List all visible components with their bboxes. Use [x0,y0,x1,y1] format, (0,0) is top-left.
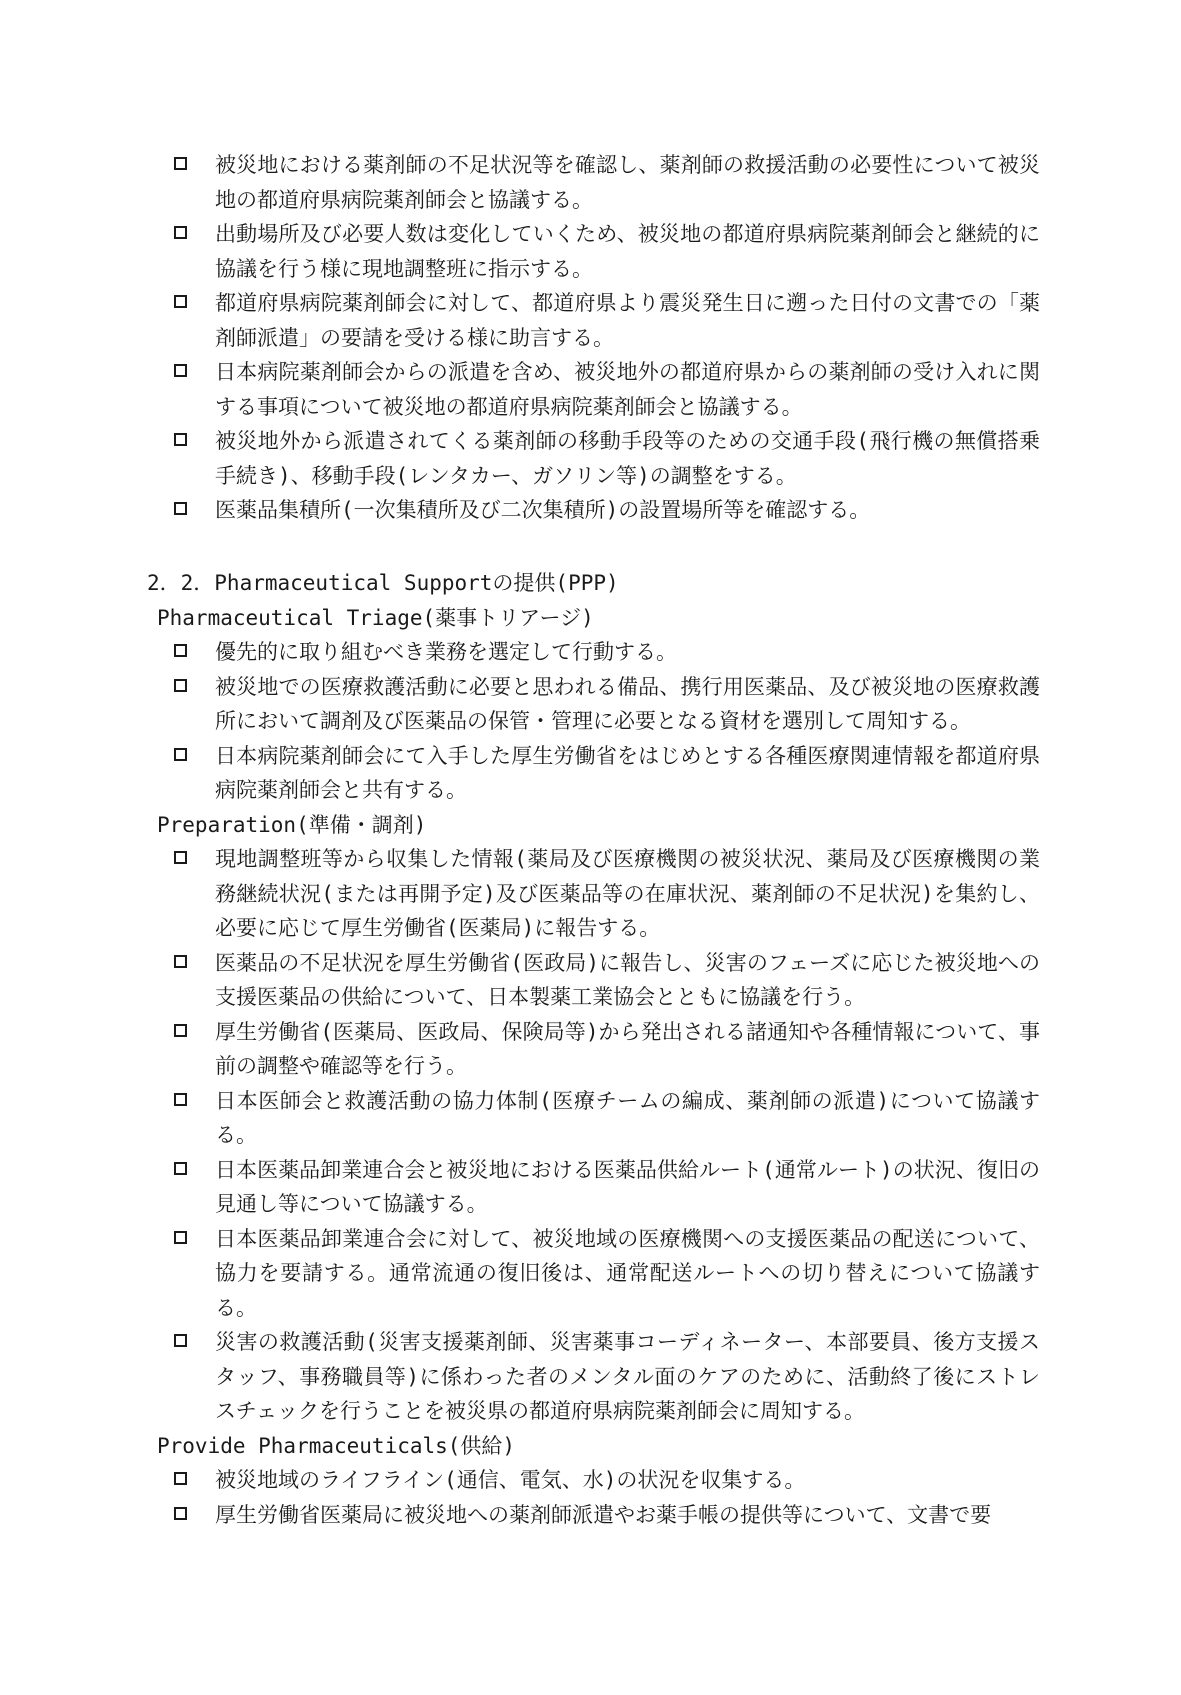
checkbox-icon [174,955,187,968]
checklist-item [170,424,1040,493]
checklist-item [170,1325,1040,1429]
checklist-item [170,1498,1040,1533]
checklist-item-text: 被災地での医療救護活動に必要と思われる備品、携行用医薬品、及び被災地の医療救護所において調剤及び医薬品の保管・管理に必要となる資材を選別して周知する。 [215,674,1040,733]
checklist-item-text: 厚生労働省(医薬局、医政局、保険局等)から発出される諸通知や各種情報について、事前の調整や確認等を行う。 [215,1019,1040,1078]
checklist-item-text: 現地調整班等から収集した情報(薬局及び医療機関の被災状況、薬局及び医療機関の業務継続状況(または再開予定)及び医薬品等の在庫状況、薬剤師の不足状況)を集約し、必要に応じて厚生労働省(医薬局)に報告する。 [215,847,1040,940]
checkbox-icon [174,748,187,761]
checklist-item [170,148,1040,217]
checklist-item [170,946,1040,1015]
checklist-item [170,217,1040,286]
checklist-item-text: 優先的に取り組むべき業務を選定して行動する。 [215,640,677,664]
triage-heading: Pharmaceutical Triage(薬事トリアージ) [157,605,594,630]
checklist-item [170,1463,1040,1498]
checkbox-icon [174,1334,187,1347]
ppp-section [147,566,1040,1532]
checklist-item [170,739,1040,808]
checklist-item-text: 日本医師会と救護活動の協力体制(医療チームの編成、薬剤師の派遣)について協議する。 [215,1088,1040,1147]
checklist-item-text: 医薬品の不足状況を厚生労働省(医政局)に報告し、災害のフェーズに応じた被災地への支援医薬品の供給について、日本製薬工業協会とともに協議を行う。 [215,950,1040,1009]
checkbox-icon [174,679,187,692]
checklist-item-text: 日本病院薬剤師会からの派遣を含め、被災地外の都道府県からの薬剤師の受け入れに関する事項について被災地の都道府県病院薬剤師会と協議する。 [215,360,1040,419]
checklist-item [170,286,1040,355]
checklist-item-text: 被災地における薬剤師の不足状況等を確認し、薬剤師の救援活動の必要性について被災地の都道府県病院薬剤師会と協議する。 [215,153,1040,212]
checklist-item [170,670,1040,739]
checklist-item [170,635,1040,670]
checkbox-icon [174,1507,187,1520]
checklist-item [170,1153,1040,1222]
checklist-item [170,842,1040,946]
checklist-item-text: 出動場所及び必要人数は変化していくため、被災地の都道府県病院薬剤師会と継続的に協議を行う様に現地調整班に指示する。 [215,222,1040,281]
checklist-item [170,1222,1040,1326]
provide-heading: Provide Pharmaceuticals(供給) [157,1433,516,1458]
checkbox-icon [174,295,187,308]
checkbox-icon [174,1093,187,1106]
checkbox-icon [174,1472,187,1485]
checklist-item-text: 厚生労働省医薬局に被災地への薬剤師派遣やお薬手帳の提供等について、文書で要 [215,1502,992,1527]
checklist-item [170,493,1040,528]
checklist-item-text: 日本医薬品卸業連合会と被災地における医薬品供給ルート(通常ルート)の状況、復旧の見通し等について協議する。 [215,1157,1040,1216]
checkbox-icon [174,644,187,657]
checklist-item [170,1084,1040,1153]
checkbox-icon [174,364,187,377]
checkbox-icon [174,502,187,515]
coordination-checklist [170,148,1040,528]
checkbox-icon [174,1162,187,1175]
checklist-item-text: 被災地外から派遣されてくる薬剤師の移動手段等のための交通手段(飛行機の無償搭乗手続き)、移動手段(レンタカー、ガソリン等)の調整をする。 [215,429,1040,488]
checkbox-icon [174,157,187,170]
section-title: 2．2．Pharmaceutical Supportの提供(PPP) [147,571,619,595]
checklist-item-text: 日本病院薬剤師会にて入手した厚生労働省をはじめとする各種医療関連情報を都道府県病院薬剤師会と共有する。 [215,743,1040,802]
preparation-heading: Preparation(準備・調剤) [157,812,427,837]
checkbox-icon [174,433,187,446]
checklist-item [170,355,1040,424]
checkbox-icon [174,1024,187,1037]
checkbox-icon [174,851,187,864]
checklist-item-text: 被災地域のライフライン(通信、電気、水)の状況を収集する。 [215,1468,806,1492]
checkbox-icon [174,1231,187,1244]
checkbox-icon [174,226,187,239]
checklist-item [170,1015,1040,1084]
checklist-item-text: 災害の救護活動(災害支援薬剤師、災害薬事コーディネーター、本部要員、後方支援スタッフ、事務職員等)に係わった者のメンタル面のケアのために、活動終了後にストレスチェックを行うことを被災県の都道府県病院薬剤師会に周知する。 [215,1330,1040,1423]
checklist-item-text: 医薬品集積所(一次集積所及び二次集積所)の設置場所等を確認する。 [215,498,871,522]
checklist-item-text: 日本医薬品卸業連合会に対して、被災地域の医療機関への支援医薬品の配送について、協力を要請する。通常流通の復旧後は、通常配送ルートへの切り替えについて協議する。 [215,1226,1040,1320]
checklist-item-text: 都道府県病院薬剤師会に対して、都道府県より震災発生日に遡った日付の文書での「薬剤師派遣」の要請を受ける様に助言する。 [215,291,1040,350]
